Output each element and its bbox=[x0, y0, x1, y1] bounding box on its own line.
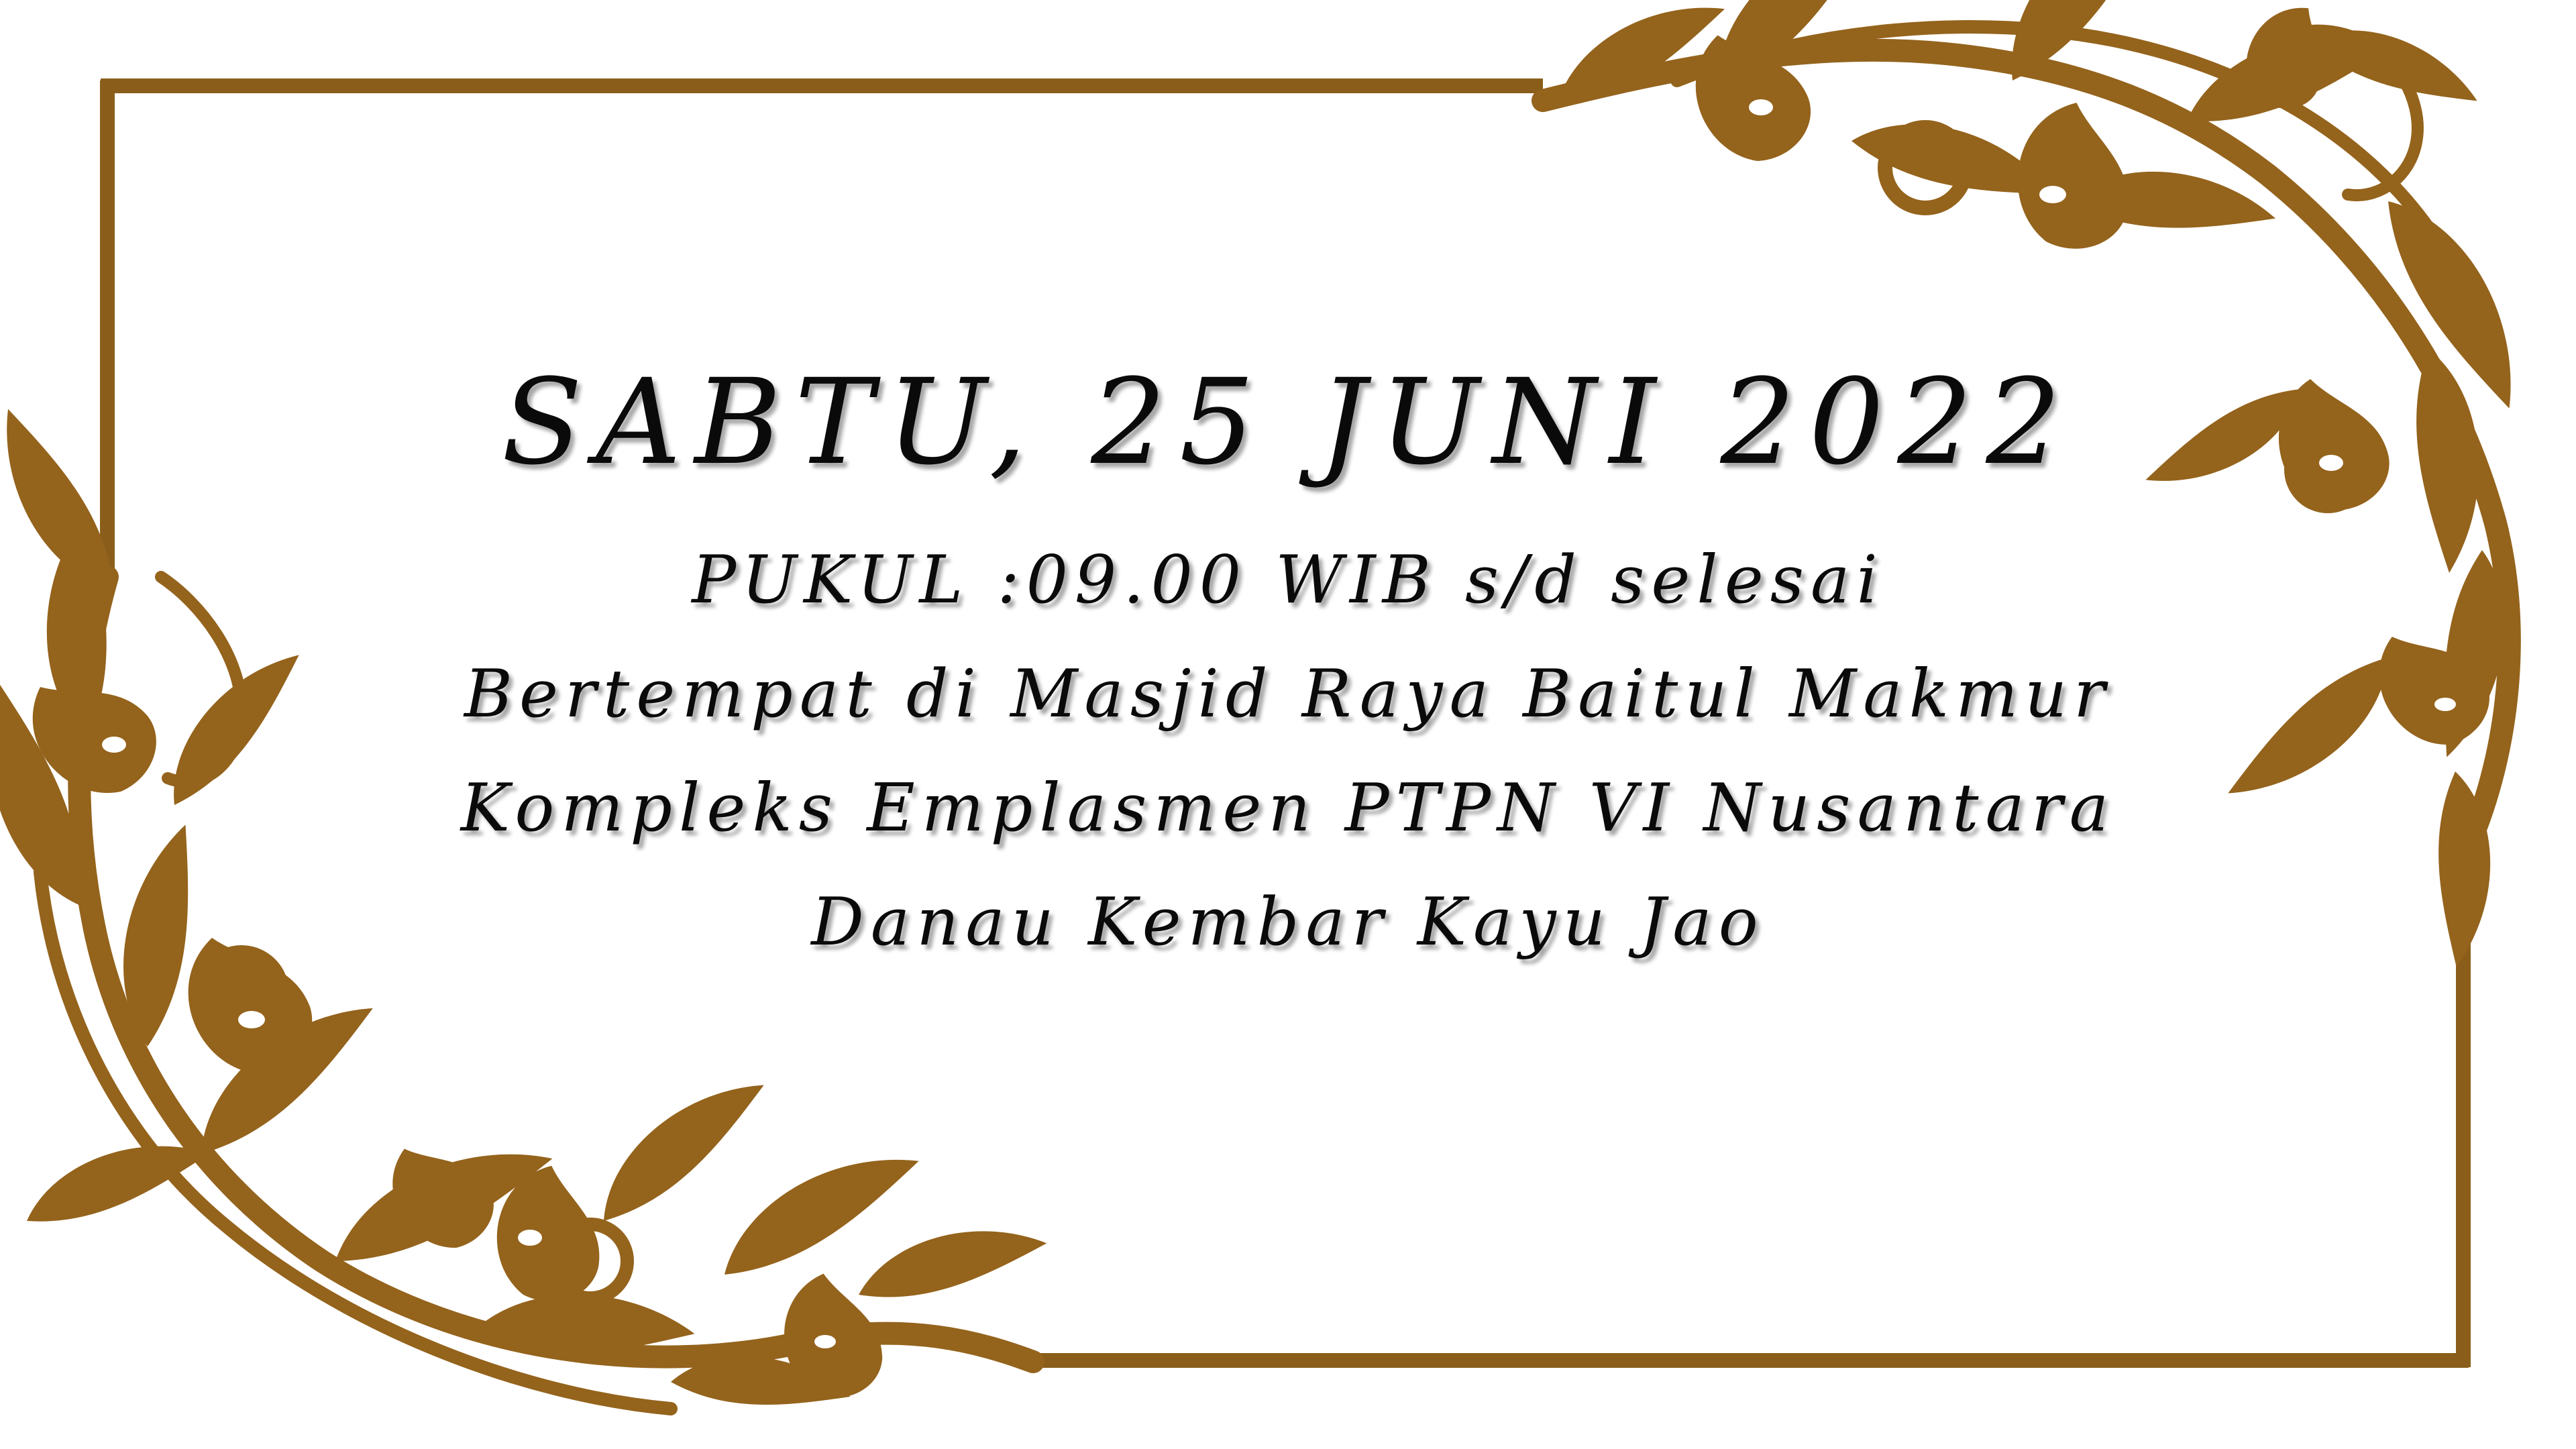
event-time: PUKUL :09.00 WIB s/d selesai bbox=[692, 542, 1884, 619]
event-location: Danau Kembar Kayu Jao bbox=[811, 884, 1765, 961]
event-date-title: SABTU, 25 JUNI 2022 bbox=[501, 354, 2075, 491]
event-venue: Bertempat di Masjid Raya Baitul Makmur bbox=[464, 656, 2112, 733]
event-address: Kompleks Emplasmen PTPN VI Nusantara bbox=[460, 770, 2116, 847]
